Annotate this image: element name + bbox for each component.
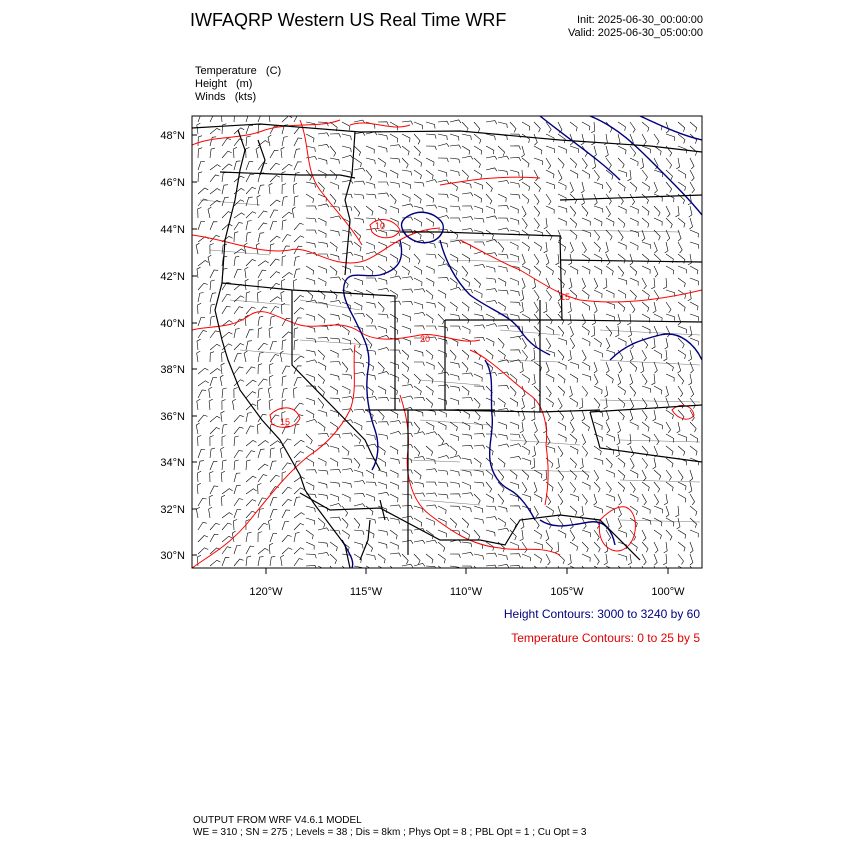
chart-title: IWFAQRP Western US Real Time WRF [190,10,507,30]
lat-label-36: 36°N [160,411,185,423]
lon-axis [249,568,685,598]
lon-label-110: 110°W [449,586,483,598]
height-legend: Height Contours: 3000 to 3240 by 60 [503,607,700,621]
lat-label-44: 44°N [160,224,185,236]
footer-model: OUTPUT FROM WRF V4.6.1 MODEL [193,815,362,826]
contour-label-north: 10 [375,221,386,231]
valid-time: Valid: 2025-06-30_05:00:00 [568,27,703,39]
lat-label-30: 30°N [160,550,185,562]
lat-label-40: 40°N [160,318,185,330]
lon-label-115: 115°W [349,586,383,598]
variable-winds: Winds (kts) [195,91,257,103]
init-time: Init: 2025-06-30_00:00:00 [577,14,703,26]
temperature-legend: Temperature Contours: 0 to 25 by 5 [511,631,700,645]
lon-label-100: 100°W [651,586,685,598]
lat-label-46: 46°N [160,177,185,189]
lat-label-38: 38°N [160,364,185,376]
lat-label-34: 34°N [160,457,185,469]
contour-label-utah: 20 [420,334,431,344]
variable-height: Height (m) [195,78,253,90]
lat-label-48: 48°N [160,130,185,142]
model-footer [193,815,586,839]
footer-config: WE = 310 ; SN = 275 ; Levels = 38 ; Dis = 8km ; Phys Opt = 8 ; PBL Opt = 1 ; Cu Opt = 3 [193,827,587,838]
lon-label-105: 105°W [550,586,584,598]
variable-temperature: Temperature (C) [195,65,282,77]
map-area [192,111,702,577]
contour-label-west: 15 [280,417,291,427]
lat-label-42: 42°N [160,271,185,283]
contour-label-east: 15 [560,292,571,302]
lat-label-32: 32°N [160,504,185,516]
lon-label-120: 120°W [249,586,283,598]
